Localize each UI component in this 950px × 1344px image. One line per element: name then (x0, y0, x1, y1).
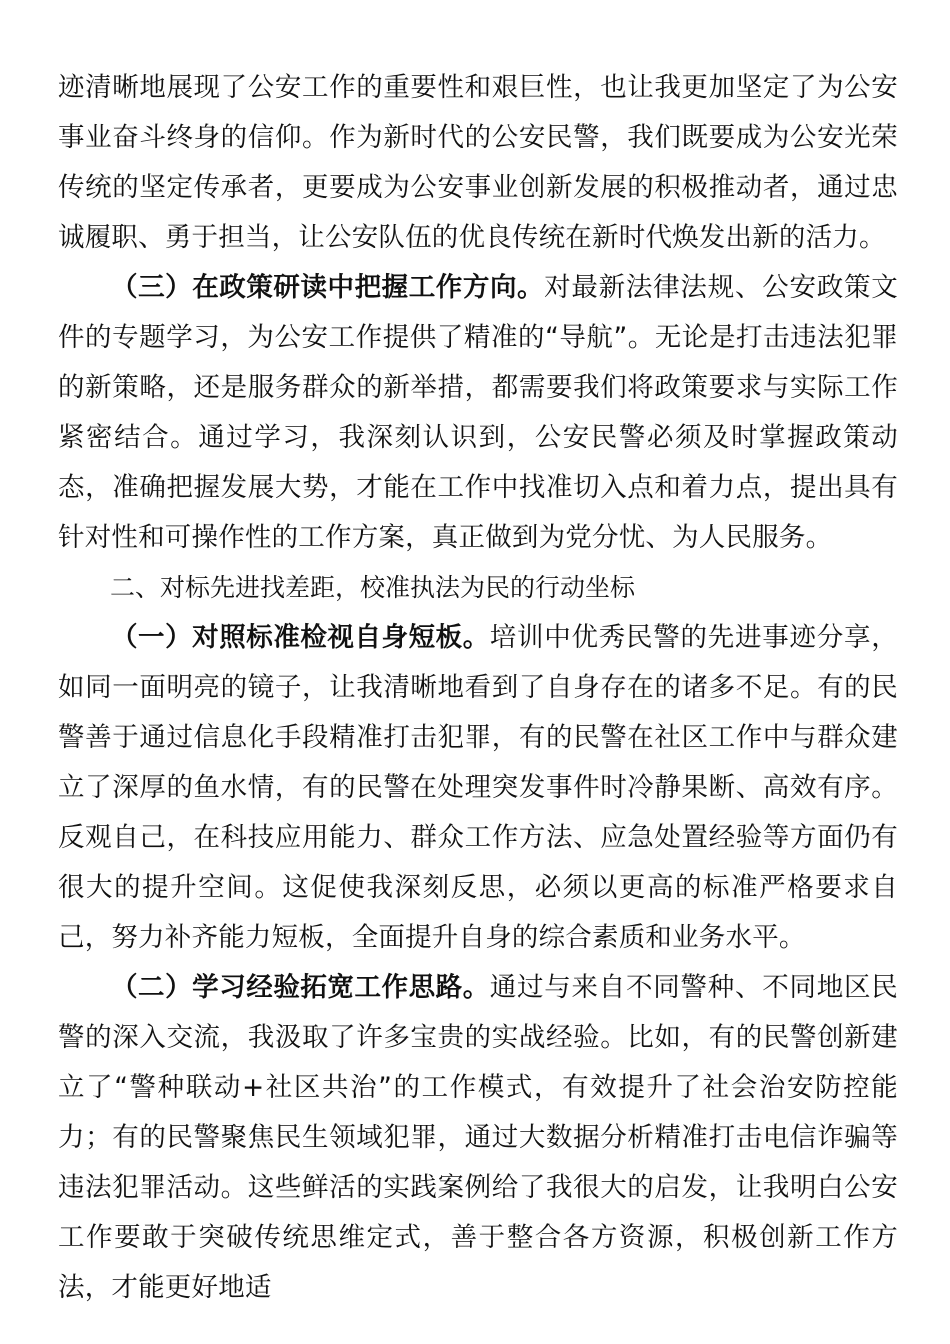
document-page (58, 63, 898, 1313)
paragraph-subsection-2 (58, 963, 898, 1313)
paragraph-text: 培训中优秀民警的先进事迹分享，如同一面明亮的镜子，让我清晰地看到了自身存在的诸多不足。有的民警善于通过信息化手段精准打击犯罪，有的民警在社区工作中与群众建立了深厚的鱼水情，有的民警在处理突发事件时冷静果断、高效有序。反观自己，在科技应用能力、群众工作方法、应急处置经验等方面仍有很大的提升空间。这促使我深刻反思，必须以更高的标准严格要求自己，努力补齐能力短板，全面提升自身的综合素质和业务水平。 (58, 622, 898, 953)
paragraph-subsection-1 (58, 613, 898, 963)
paragraph-text: 通过与来自不同警种、不同地区民警的深入交流，我汲取了许多宝贵的实战经验。比如，有的民警创新建立了“警种联动+社区共治”的工作模式，有效提升了社会治安防控能力；有的民警聚焦民生领域犯罪，通过大数据分析精准打击电信诈骗等违法犯罪活动。这些鲜活的实践案例给了我很大的启发，让我明白公安工作要敢于突破传统思维定式，善于整合各方资源，积极创新工作方法，才能更好地适 (58, 972, 898, 1303)
paragraph-subsection-3 (58, 263, 898, 563)
paragraph-text: 迹清晰地展现了公安工作的重要性和艰巨性，也让我更加坚定了为公安事业奋斗终身的信仰。作为新时代的公安民警，我们既要成为公安光荣传统的坚定传承者，更要成为公安事业创新发展的积极推动者，通过忠诚履职、勇于担当，让公安队伍的优良传统在新时代焕发出新的活力。 (58, 72, 898, 253)
subsection-title: （一）对照标准检视自身短板。 (111, 622, 490, 653)
paragraph-continuation (58, 63, 898, 263)
paragraph-text: 对最新法律法规、公安政策文件的专题学习，为公安工作提供了精准的“导航”。无论是打击违法犯罪的新策略，还是服务群众的新举措，都需要我们将政策要求与实际工作紧密结合。通过学习，我深刻认识到，公安民警必须及时掌握政策动态，准确把握发展大势，才能在工作中找准切入点和着力点，提出具有针对性和可操作性的工作方案，真正做到为党分忧、为人民服务。 (58, 272, 899, 553)
section-heading: 二、对标先进找差距，校准执法为民的行动坐标 (110, 573, 636, 602)
subsection-title: （三）在政策研读中把握工作方向。 (111, 272, 545, 303)
subsection-title: （二）学习经验拓宽工作思路。 (111, 972, 490, 1003)
